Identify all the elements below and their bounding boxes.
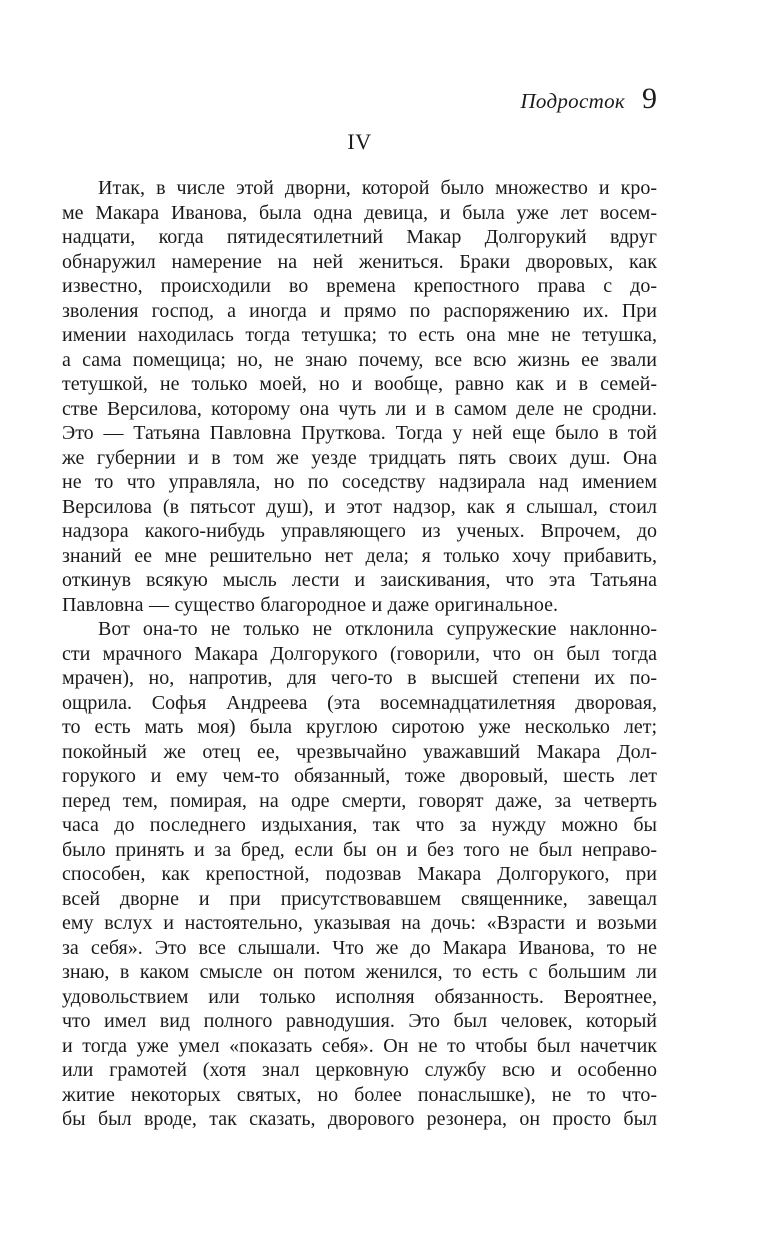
- running-header: [62, 82, 657, 116]
- text-line: тетушкой, не только моей, но и вообще, равно как и в семей-: [62, 373, 657, 395]
- text-line: знаю, в каком смысле он потом женился, то есть с большим ли: [62, 961, 657, 983]
- text-line: стве Версилова, которому она чуть ли и в самом деле не сродни.: [62, 397, 657, 420]
- text-line: или грамотей (хотя знал церковную службу всю и особенно: [62, 1059, 657, 1081]
- text-line: что имел вид полного равнодушия. Это был человек, который: [62, 1010, 657, 1032]
- text-line: Итак, в числе этой дворни, которой было множество и кро-: [98, 177, 657, 199]
- text-line: бы был вроде, так сказать, дворового резонера, он просто был: [62, 1108, 657, 1130]
- text-line: мрачен), но, напротив, для чего-то в высшей степени их по-: [62, 667, 657, 689]
- chapter-heading: IV: [347, 129, 372, 154]
- text-line: то есть мать моя) была круглою сиротою уже несколько лет;: [62, 716, 657, 738]
- text-line: Версилова (в пятьсот душ), и этот надзор, как я слышал, стоил: [62, 495, 657, 518]
- text-line: способен, как крепостной, подозвав Макара Долгорукого, при: [62, 863, 657, 885]
- text-line: имении находилась тогда тетушка; то есть она мне не тетушка,: [62, 324, 657, 346]
- text-line: ему вслух и настоятельно, указывая на дочь: «Взрасти и возьми: [62, 912, 657, 934]
- text-line: всей дворне и при присутствовавшем священнике, завещал: [62, 887, 657, 910]
- text-line: Павловна — существо благородное и даже оригинальное.: [62, 593, 558, 616]
- text-line: знаний ее мне решительно нет дела; я только хочу прибавить,: [62, 544, 657, 567]
- text-line: надзора какого-нибудь управляющего из ученых. Впрочем, до: [62, 520, 657, 542]
- text-line: Вот она-то не только не отклонила супружеские наклонно-: [98, 618, 657, 640]
- text-line: Это — Татьяна Павловна Пруткова. Тогда у ней еще было в той: [62, 422, 657, 444]
- page-body: [62, 176, 657, 1132]
- text-line: известно, происходили во времена крепостного права с до-: [62, 275, 657, 297]
- text-line: горукого и ему чем-то обязанный, тоже дворовый, шесть лет: [62, 765, 657, 787]
- text-line: было принять и за бред, если бы он и без того не был неправо-: [62, 838, 657, 861]
- text-line: сти мрачного Макара Долгорукого (говорили, что он был тогда: [62, 642, 657, 665]
- text-line: а сама помещица; но, не знаю почему, все всю жизнь ее звали: [62, 348, 657, 371]
- text-line: покойный же отец ее, чрезвычайно уважавший Макара Дол-: [62, 740, 657, 763]
- text-line: житие некоторых святых, но более понаслышке), не то что-: [62, 1083, 657, 1106]
- running-title: Подросток: [520, 89, 625, 113]
- text-line: надцати, когда пятидесятилетний Макар Долгорукий вдруг: [62, 226, 657, 248]
- text-line: ме Макара Иванова, была одна девица, и была уже лет восем-: [62, 201, 657, 224]
- text-line: перед тем, помирая, на одре смерти, говорят даже, за четверть: [62, 789, 657, 812]
- page-number: 9: [642, 82, 657, 115]
- text-line: же губернии и в том же уезде тридцать пять своих душ. Она: [62, 446, 657, 469]
- text-line: не то что управляла, но по соседству надзирала над имением: [62, 471, 657, 493]
- text-line: откинув всякую мысль лести и заискивания, что эта Татьяна: [62, 569, 657, 591]
- text-line: зволения господ, а иногда и прямо по распоряжению их. При: [62, 299, 657, 322]
- text-line: ощрила. Софья Андреева (эта восемнадцатилетняя дворовая,: [62, 691, 657, 714]
- paragraph: [62, 176, 657, 617]
- text-line: за себя». Это все слышали. Что же до Макара Иванова, то не: [62, 936, 657, 959]
- text-line: и тогда уже умел «показать себя». Он не то чтобы был начетчик: [62, 1034, 657, 1057]
- text-line: обнаружил намерение на ней жениться. Браки дворовых, как: [62, 250, 657, 273]
- text-line: удовольствием или только исполняя обязанность. Вероятнее,: [62, 985, 657, 1008]
- paragraph: [62, 617, 657, 1132]
- text-line: часа до последнего издыхания, так что за нужду можно бы: [62, 814, 657, 836]
